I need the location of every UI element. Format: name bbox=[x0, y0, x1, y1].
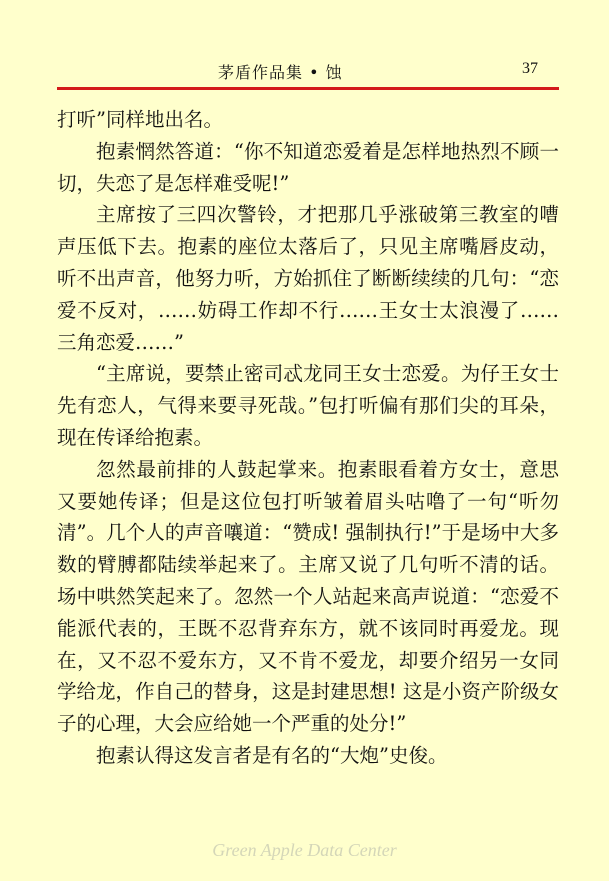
watermark: Green Apple Data Center bbox=[212, 840, 397, 860]
running-title: 茅盾作品集 • 蚀 bbox=[218, 63, 343, 82]
body-text bbox=[57, 104, 559, 772]
paragraph: “主席说，要禁止密司忒龙同王女士恋爱。为仔王女士先有恋人，气得来要寻死哉。”包打听偏有那们尖的耳朵，现在传译给抱素。 bbox=[57, 362, 559, 449]
header-rule bbox=[57, 87, 559, 90]
paragraph: 打听”同样地出名。 bbox=[57, 108, 223, 131]
paragraph: 抱素惘然答道：“你不知道恋爱着是怎样地热烈不顾一切，失恋了是怎样难受呢!” bbox=[57, 139, 559, 195]
paragraph: 抱素认得这发言者是有名的“大炮”史俊。 bbox=[96, 743, 448, 767]
page-number: 37 bbox=[522, 60, 538, 77]
paragraph: 主席按了三四次警铃，才把那几乎涨破第三教室的嘈声压低下去。抱素的座位太落后了，只见主席嘴唇皮动，听不出声音，他努力听，方始抓住了断断续续的几句：“恋爱不反对，……妨碍工作却不行……王女士太浪漫了……三角恋爱……” bbox=[57, 203, 559, 354]
paragraph: 忽然最前排的人鼓起掌来。抱素眼看着方女士，意思又要她传译；但是这位包打听皱着眉头咕噜了一句“听勿清”。几个人的声音嚷道：“赞成! 强制执行!”于是场中大多数的臂膊都陆续举起来了。主席又说了几句听不清的话。场中哄然笑起来了。忽然一个人站起来高声说道：“恋爱不能派代表的，王既不忍背弃东方，就不该同时再爱龙。现在，又不忍不爱东方，又不肯不爱龙，却要介绍另一女同学给龙，作自己的替身，这是封建思想! 这是小资产阶级女子的心理，大会应给她一个严重的处分!” bbox=[57, 457, 559, 736]
page-header bbox=[0, 0, 609, 92]
